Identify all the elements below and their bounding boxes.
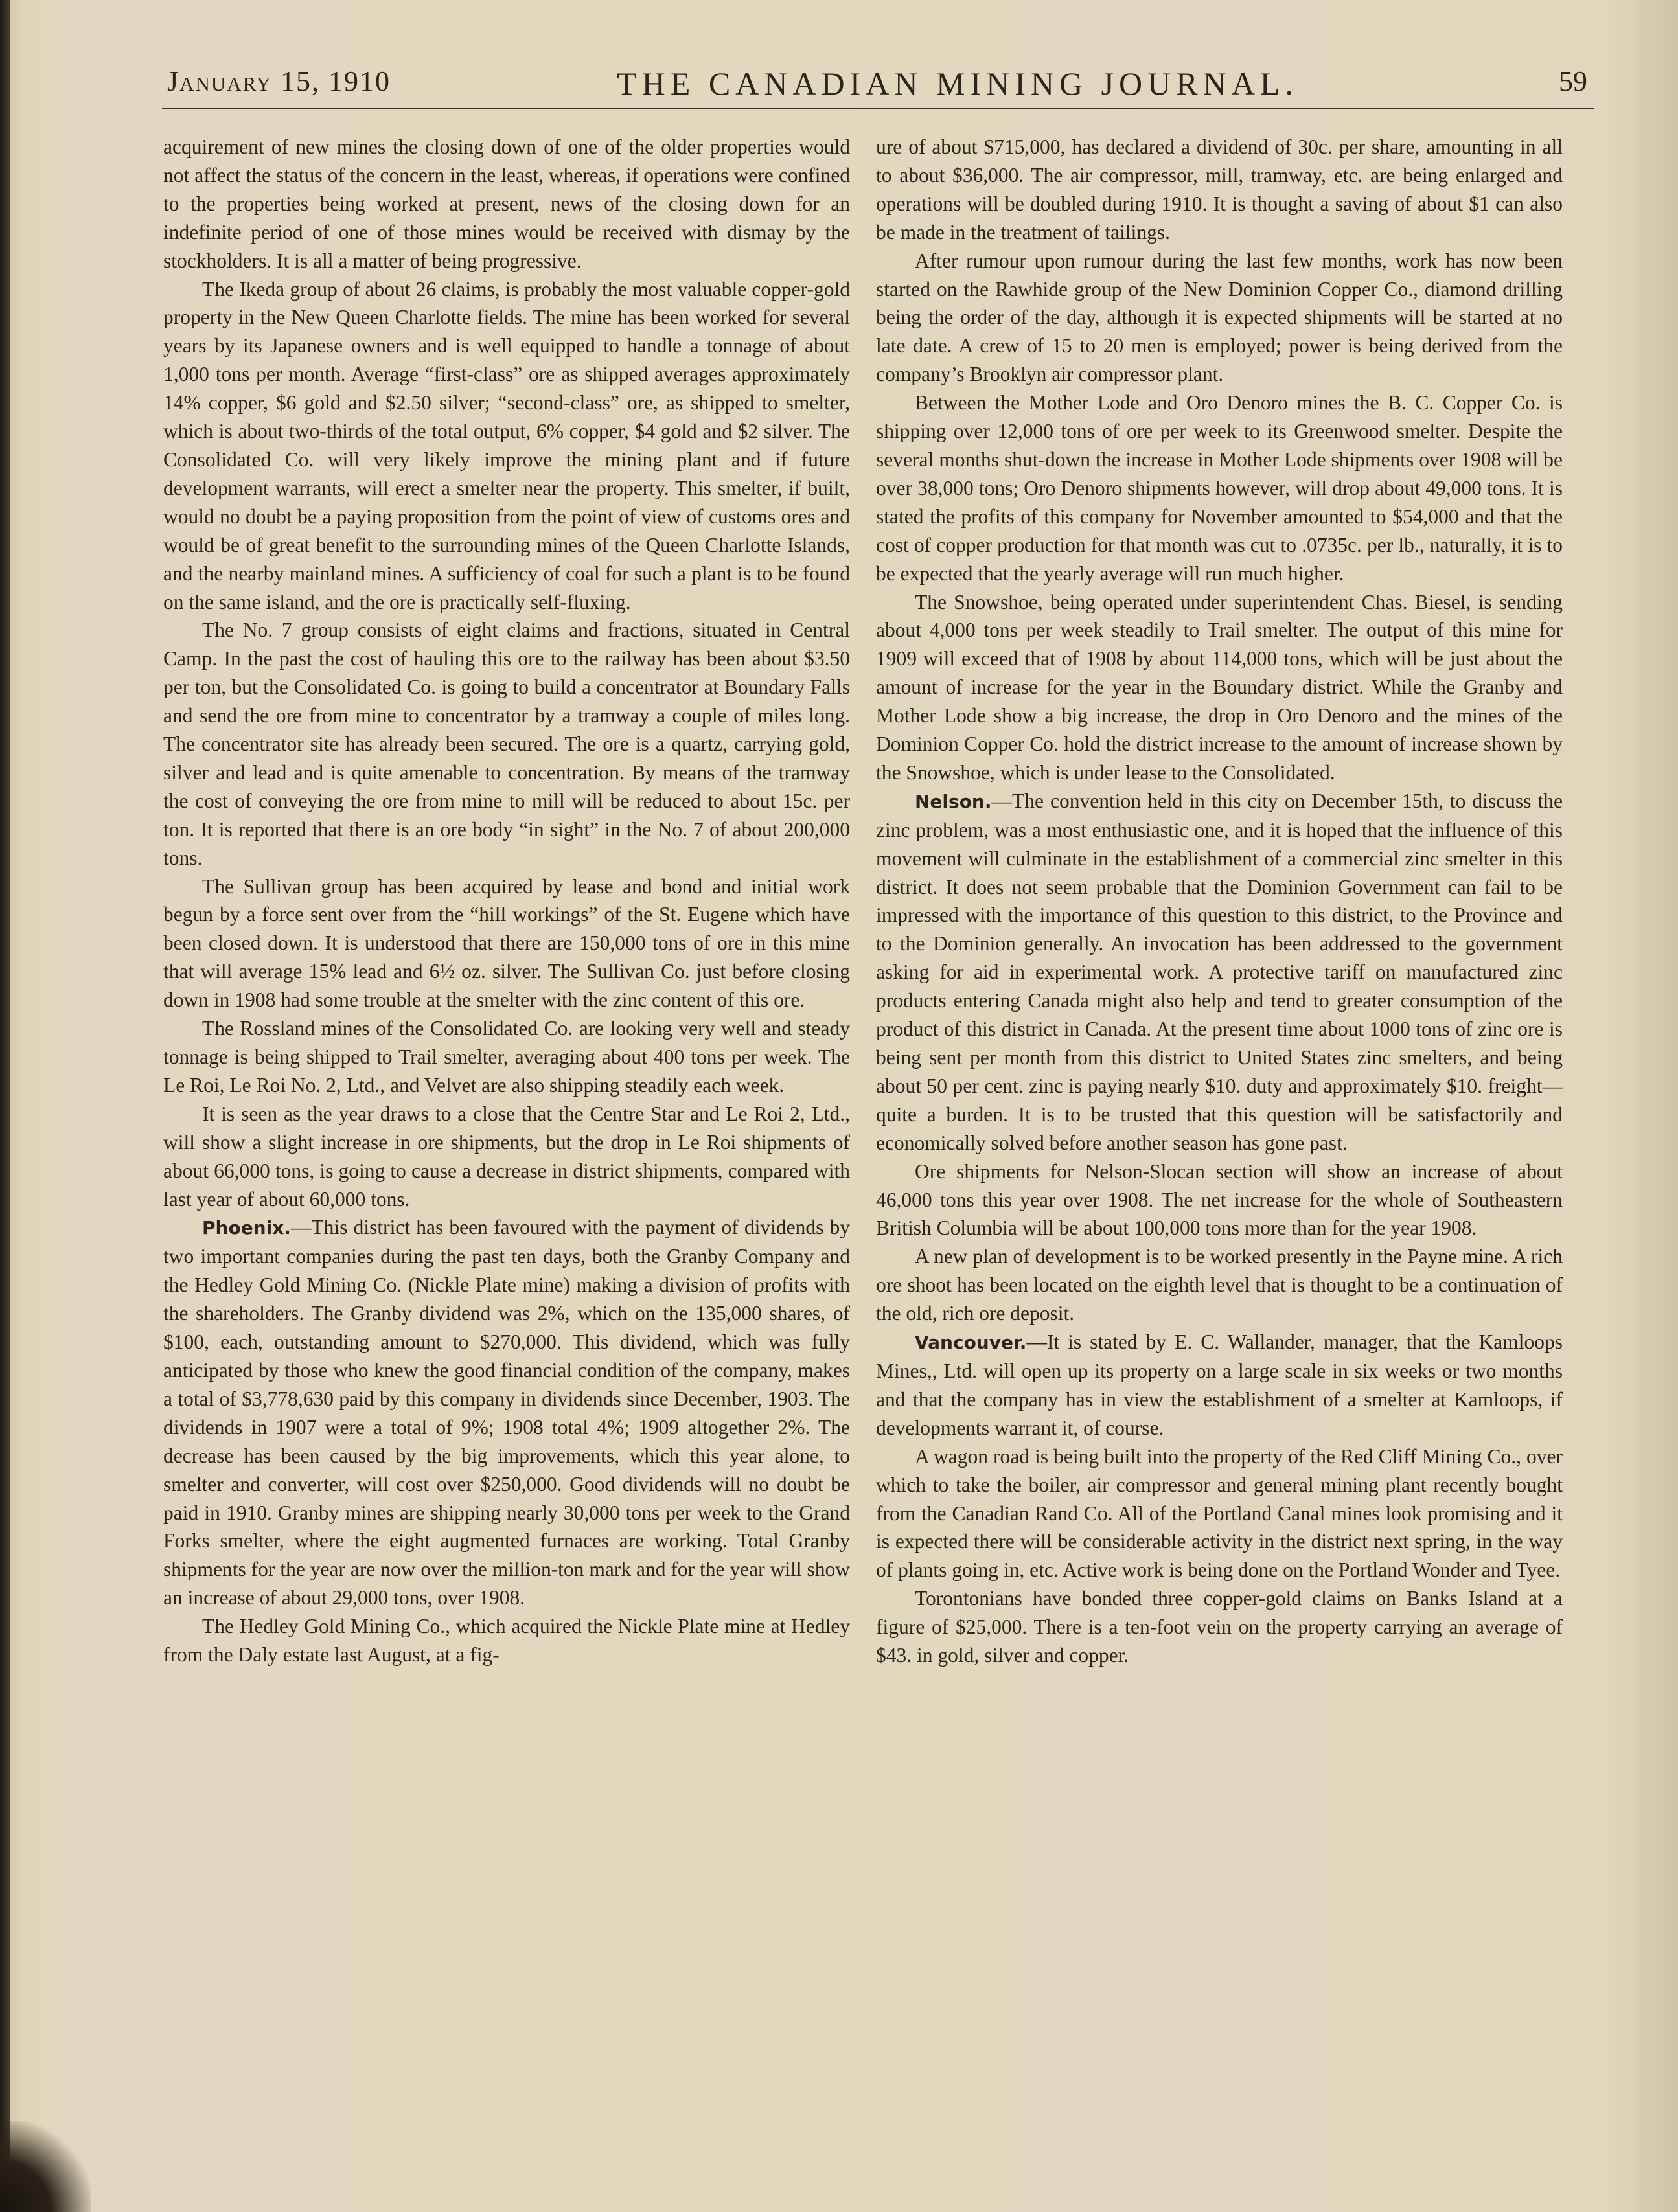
paragraph xyxy=(163,1612,850,1669)
paragraph-text: It is seen as the year draws to a close that the Centre Star and Le Roi 2, Ltd., will show a slight increase in ore shipments, but the drop in Le Roi shipments of about 66,000 tons, is going to cause a decrease in district shipments, compared with last year of about 60,000 tons. xyxy=(163,1102,850,1211)
paragraph-text: The Hedley Gold Mining Co., which acquired the Nickle Plate mine at Hedley from the Daly estate last August, at a fig- xyxy=(163,1615,850,1667)
paragraph xyxy=(163,1014,850,1100)
paragraph xyxy=(876,588,1563,787)
paragraph-text: ure of about $715,000, has declared a dividend of 30c. per share, amounting in all to about $36,000. The air compressor, mill, tramway, etc. are being enlarged and operations will be doubled during 1910. It is thought a saving of about $1 can also be made in the treatment of tailings. xyxy=(876,135,1563,244)
paragraph-text: —The convention held in this city on December 15th, to discuss the zinc problem, was a most enthusiastic one, and it is hoped that the influence of this movement will culminate in the establishment of a commercial zinc smelter in this district. It does not seem probable that the Dominion Government can fail to be impressed with the importance of this question to this district, to the Province and to the Dominion generally. An invocation has been addressed to the government asking for aid in experimental work. A protective tariff on manufactured zinc products entering Canada might also help and tend to greater consumption of the product of this district in Canada. At the present time about 1000 tons of zinc ore is being sent per month from this district to United States zinc smelters, and being about 50 per cent. zinc is paying nearly $10. duty and approximately $10. freight—quite a burden. It is to be trusted that this question will be satisfactorily and economically solved before another season has gone past. xyxy=(876,789,1563,1154)
section-heading-vancouver: Vancouver. xyxy=(915,1332,1027,1354)
page-number: 59 xyxy=(1559,65,1587,97)
paragraph-text: Ore shipments for Nelson-Slocan section will show an increase of about 46,000 tons this year over 1908. The net increase for the whole of Southeastern British Columbia will be about 100,000 tons more than for the year 1908. xyxy=(876,1159,1563,1240)
paragraph xyxy=(876,1328,1563,1442)
paragraph-text: A wagon road is being built into the property of the Red Cliff Mining Co., over which to take the boiler, air compressor and general mining plant recently bought from the Canadian Rand Co. All of the Portland Canal mines look promising and it is expected there will be considerable activity in the district next spring, in the way of plants going in, etc. Active work is being done on the Portland Wonder and Tyee. xyxy=(876,1444,1563,1582)
paragraph-text: The No. 7 group consists of eight claims and fractions, situated in Central Camp. In the past the cost of hauling this ore to the railway has been about $3.50 per ton, but the Consolidated Co. is going to build a concentrator at Boundary Falls and send the ore from mine to concentrator by a tramway a couple of miles long. The concentrator site has already been secured. The ore is a quartz, carrying gold, silver and lead and is quite amenable to concentration. By means of the tramway the cost of conveying the ore from mine to mill will be reduced to about 15c. per ton. It is reported that there is an ore body “in sight” in the No. 7 of about 200,000 tons. xyxy=(163,619,850,869)
header-rule xyxy=(162,108,1594,109)
issue-date: January 15, 1910 xyxy=(167,65,391,97)
journal-title: THE CANADIAN MINING JOURNAL. xyxy=(617,65,1298,102)
book-spine xyxy=(0,0,10,2212)
paragraph xyxy=(876,1242,1563,1328)
paragraph xyxy=(163,275,850,617)
spine-shadow xyxy=(0,2121,91,2212)
paragraph-text: Torontonians have bonded three copper-gold claims on Banks Island at a figure of $25,000. There is a ten-foot vein on the property carrying an average of $43. in gold, silver and copper. xyxy=(876,1587,1563,1667)
paragraph-text: —This district has been favoured with the payment of dividends by two important companies during the past ten days, both the Granby Company and the Hedley Gold Mining Co. (Nickle Plate mine) making a division of profits with the shareholders. The Granby dividend was 2%, which on the 135,000 shares, of $100, each, outstanding amount to $270,000. This dividend, which was fully anticipated by those who knew the good financial condition of the company, makes a total of $3,778,630 paid by this company in dividends since December, 1903. The dividends in 1907 were a total of 9%; 1908 total 4%; 1909 altogether 2%. The decrease has been caused by the big improvements, which this year alone, to smelter and converter, will cost over $250,000. Good dividends will no doubt be paid in 1910. Granby mines are shipping nearly 30,000 tons per week to the Grand Forks smelter, where the eight augmented furnaces are working. Total Granby shipments for the year are now over the million-ton mark and for the year will show an increase of about 29,000 tons, over 1908. xyxy=(163,1216,850,1610)
paragraph xyxy=(163,616,850,872)
left-column xyxy=(163,133,850,1669)
paragraph-text: After rumour upon rumour during the last few months, work has now been started on the Rawhide group of the New Dominion Copper Co., diamond drilling being the order of the day, although it is expected shipments will be started at no late date. A crew of 15 to 20 men is employed; power is being derived from the company’s Brooklyn air compressor plant. xyxy=(876,249,1563,386)
paragraph xyxy=(876,247,1563,389)
paragraph-text: The Snowshoe, being operated under superintendent Chas. Biesel, is sending about 4,000 tons per week steadily to Trail smelter. The output of this mine for 1909 will exceed that of 1908 by about 114,000 tons, which will be just about the amount of increase for the year in the Boundary district. While the Granby and Mother Lode show a big increase, the drop in Oro Denoro and the mines of the Dominion Copper Co. hold the district increase to the amount of increase shown by the Snowshoe, which is under lease to the Consolidated. xyxy=(876,590,1563,784)
paragraph-text: —It is stated by E. C. Wallander, manager, that the Kamloops Mines,, Ltd. will open up its property on a large scale in six weeks or two months and that the company has in view the establishment of a smelter at Kamloops, if developments warrant it, of course. xyxy=(876,1330,1563,1439)
right-column xyxy=(876,133,1563,1670)
paragraph xyxy=(876,389,1563,587)
paragraph-text: The Rossland mines of the Consolidated Co. are looking very well and steady tonnage is being shipped to Trail smelter, averaging about 400 tons per week. The Le Roi, Le Roi No. 2, Ltd., and Velvet are also shipping steadily each week. xyxy=(163,1017,850,1097)
paragraph-text: acquirement of new mines the closing down of one of the older properties would not affect the status of the concern in the least, whereas, if operations were confined to the properties being worked at present, news of the closing down for an indefinite period of one of those mines would be received with dismay by the stockholders. It is all a matter of being progressive. xyxy=(163,135,850,272)
page-header xyxy=(167,65,1587,104)
paragraph-text: Between the Mother Lode and Oro Denoro mines the B. C. Copper Co. is shipping over 12,000 tons of ore per week to its Greenwood smelter. Despite the several months shut-down the increase in Mother Lode shipments over 1908 will be over 38,000 tons; Oro Denoro shipments however, will drop about 49,000 tons. It is stated the profits of this company for November amounted to $54,000 and that the cost of copper production for that month was cut to .0735c. per lb., naturally, it is to be expected that the yearly average will run much higher. xyxy=(876,391,1563,585)
paragraph xyxy=(163,133,850,275)
paragraph xyxy=(876,133,1563,247)
paragraph-text: The Ikeda group of about 26 claims, is probably the most valuable copper-gold property in the New Queen Charlotte fields. The mine has been worked for several years by its Japanese owners and is well equipped to handle a tonnage of about 1,000 tons per month. Average “first-class” ore as shipped averages approximately 14% copper, $6 gold and $2.50 silver; “second-class” ore, as shipped to smelter, which is about two-thirds of the total output, 6% copper, $4 gold and $2 silver. The Consolidated Co. will very likely improve the mining plant and if future development warrants, will erect a smelter near the property. This smelter, if built, would no doubt be a paying proposition from the point of view of customs ores and would be of great benefit to the surrounding mines of the Queen Charlotte Islands, and the nearby mainland mines. A sufficiency of coal for such a plant is to be found on the same island, and the ore is practically self-fluxing. xyxy=(163,277,850,613)
section-heading-phoenix: Phoenix. xyxy=(202,1217,291,1239)
paragraph xyxy=(876,1442,1563,1585)
paragraph-text: The Sullivan group has been acquired by lease and bond and initial work begun by a force sent over from the “hill workings” of the St. Eugene which have been closed down. It is understood that there are 150,000 tons of ore in this mine that will average 15% lead and 6½ oz. silver. The Sullivan Co. just before closing down in 1908 had some trouble at the smelter with the zinc content of this ore. xyxy=(163,874,850,1012)
paragraph xyxy=(163,872,850,1015)
paragraph xyxy=(876,787,1563,1157)
paragraph-text: A new plan of development is to be worked presently in the Payne mine. A rich ore shoot has been located on the eighth level that is thought to be a continuation of the old, rich ore deposit. xyxy=(876,1245,1563,1325)
section-heading-nelson: Nelson. xyxy=(915,790,992,812)
paragraph xyxy=(876,1157,1563,1243)
paragraph xyxy=(163,1213,850,1612)
paragraph xyxy=(163,1100,850,1214)
paragraph xyxy=(876,1584,1563,1670)
